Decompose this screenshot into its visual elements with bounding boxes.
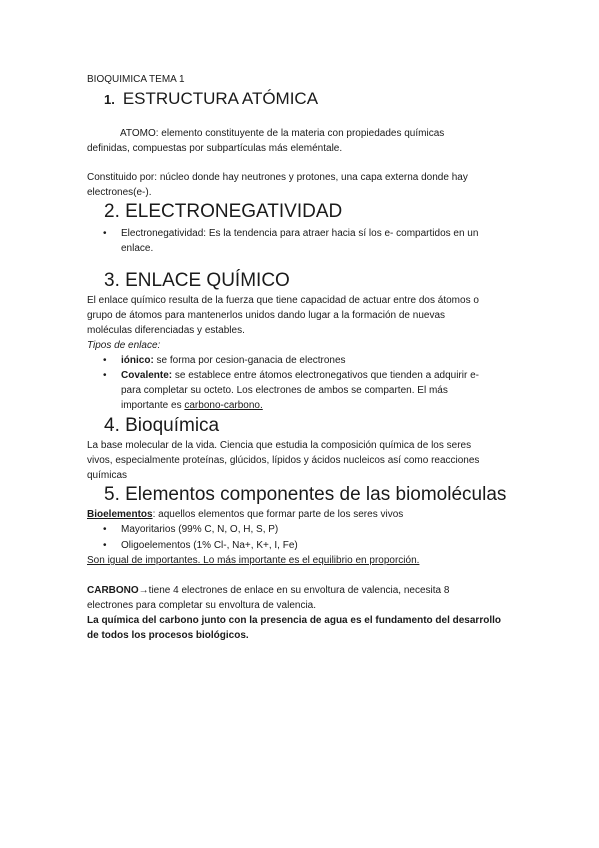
carbono-text-1: tiene 4 electrones de enlace en su envoltura de valencia, necesita 8 (148, 585, 450, 596)
atomo-line-2: definidas, compuestas por subpartículas más eleméntale. (87, 143, 343, 154)
covalente-line-2: para completar su octeto. Los electrones de ambos se comparten. El más (121, 385, 448, 396)
carbono-carbono-link: carbono-carbono. (184, 400, 263, 411)
atomo-line-1 (120, 126, 514, 141)
section-1-number: 1. (104, 92, 115, 107)
arrow-icon: → (138, 585, 149, 596)
importance-note: Son igual de importantes. Lo más importante es el equilibrio en proporción. (87, 555, 420, 566)
bullet-icon: • (103, 370, 107, 381)
tipos-text: Tipos de enlace: (87, 340, 161, 351)
covalente-text-1: se establece entre átomos electronegativos que tienden a adquirir e- (172, 370, 479, 381)
section-4-heading: 4. Bioquímica (104, 415, 220, 436)
bioelementos-label: Bioelementos (87, 509, 153, 520)
section-1-heading (104, 89, 318, 110)
section-5-heading: 5. Elementos componentes de las biomoléculas (104, 484, 507, 505)
bioelementos-text: : aquellos elementos que formar parte de los seres vivos (152, 509, 404, 520)
ionico-text: se forma por cesion-ganacia de electrones (153, 355, 346, 366)
ionico-label: iónico: (121, 355, 154, 366)
bioquimica-line-3: químicas (87, 470, 128, 481)
covalente-text-3: importante es (121, 400, 185, 411)
carbono-line-1 (87, 583, 515, 598)
atomo-label: ATOMO: (120, 128, 159, 139)
enlace-line-3: moléculas diferenciadas y estables. (87, 325, 245, 336)
ionico-bullet (103, 353, 346, 368)
covalente-line-1 (121, 368, 515, 383)
section-2-heading: 2. ELECTRONEGATIVIDAD (104, 201, 343, 222)
carbono-bold-line-2 (87, 628, 249, 643)
tipos-label (87, 338, 160, 353)
mayoritarios-text: Mayoritarios (99% C, N, O, H, S, P) (121, 524, 279, 535)
bioquimica-line-2: vivos, especialmente proteínas, glúcidos, lípidos y ácidos nucleicos así como reacciones (87, 455, 480, 466)
carbono-bold-line-1 (87, 613, 515, 628)
section-1-title: ESTRUCTURA ATÓMICA (122, 89, 319, 108)
electroneg-bullet (103, 226, 515, 256)
enlace-line-2: grupo de átomos para mantenerlos unidos dando lugar a la formación de nuevas (87, 310, 446, 321)
constituido-line-2: electrones(e-). (87, 187, 152, 198)
constituido-line-1: Constituido por: núcleo donde hay neutrones y protones, una capa externa donde hay (87, 172, 468, 183)
covalente-line-3 (121, 398, 515, 413)
bullet-icon: • (103, 355, 107, 366)
bullet-icon: • (103, 540, 107, 551)
enlace-line-1: El enlace químico resulta de la fuerza que tiene capacidad de actuar entre dos átomos o (87, 295, 479, 306)
electroneg-line-2: enlace. (121, 243, 154, 254)
carbono-line-2: electrones para completar su envoltura de valencia. (87, 600, 317, 611)
bioelementos-line (87, 507, 403, 522)
bullet-icon: • (103, 228, 107, 239)
bioquimica-line-1: La base molecular de la vida. Ciencia que estudia la composición química de los seres (87, 440, 472, 451)
covalente-bullet (103, 368, 515, 413)
document-title: BIOQUIMICA TEMA 1 (87, 74, 185, 85)
atomo-text-1: elemento constituyente de la materia con propiedades químicas (158, 128, 445, 139)
covalente-label: Covalente: (121, 370, 173, 381)
oligoelementos-text: Oligoelementos (1% Cl-, Na+, K+, I, Fe) (121, 540, 298, 551)
bullet-icon: • (103, 524, 107, 535)
carbono-bold-text-2: de todos los procesos biológicos. (87, 630, 249, 641)
oligoelementos-bullet (103, 538, 298, 553)
mayoritarios-bullet (103, 522, 279, 537)
carbono-bold-text-1: La química del carbono junto con la presencia de agua es el fundamento del desarrollo (87, 615, 501, 626)
section-3-heading: 3. ENLACE QUÍMICO (104, 270, 290, 291)
electroneg-line-1: Electronegatividad: Es la tendencia para atraer hacia sí los e- compartidos en un (121, 228, 479, 239)
carbono-label: CARBONO (87, 585, 139, 596)
